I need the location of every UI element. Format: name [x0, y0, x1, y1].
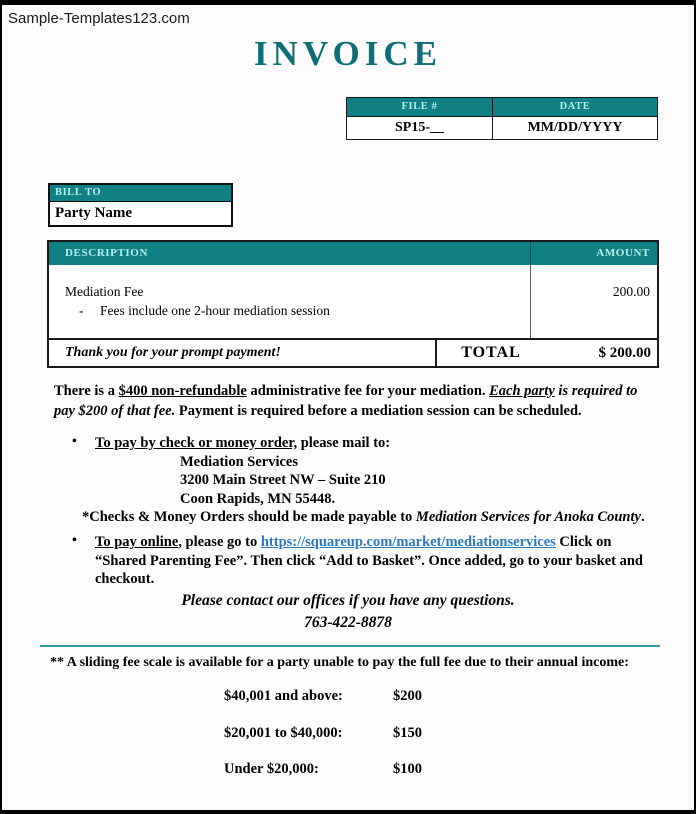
- payable-prefix: *Checks & Money Orders should be made payable to: [82, 509, 416, 525]
- sliding-scale-note: ** A sliding fee scale is available for a party unable to pay the full fee due to their annual income:: [50, 655, 629, 670]
- payable-italic: Mediation Services for Anoka County: [415, 509, 641, 525]
- line-item-description: Mediation Fee: [65, 284, 144, 299]
- fee-tier-row: [224, 761, 524, 778]
- tier-range: $40,001 and above:: [224, 688, 343, 704]
- payable-note: [82, 508, 664, 527]
- payable-suffix: .: [640, 509, 645, 525]
- file-date-header-row: [347, 98, 657, 116]
- line-item-detail: [65, 303, 530, 319]
- fee-seg2-underlined: $400 non-refundable: [118, 383, 247, 399]
- pay-online-tail: Click on “Shared Parenting Fee”. Then click “Add to Basket”. Once added, go to your basket and checkout.: [95, 534, 643, 587]
- fee-paragraph: [54, 381, 658, 421]
- file-number-header: FILE #: [347, 98, 493, 116]
- line-item-description-cell: [49, 265, 530, 338]
- file-date-table: [346, 97, 658, 140]
- fee-seg1: There is a: [54, 383, 119, 399]
- detail-dash: -: [79, 303, 84, 318]
- teal-divider: [40, 645, 660, 647]
- bullet-icon: •: [72, 533, 77, 548]
- thanks-note: Thank you for your prompt payment!: [65, 345, 281, 360]
- amount-header: AMOUNT: [530, 242, 657, 265]
- address-line: Mediation Services: [180, 453, 298, 470]
- pay-by-check-rest: please mail to:: [297, 435, 391, 451]
- address-line: Coon Rapids, MN 55448.: [180, 490, 336, 507]
- pay-by-check-lead: [95, 434, 664, 453]
- date-value: MM/DD/YYYY: [527, 120, 623, 135]
- pay-online-mid: , please go to: [178, 534, 261, 550]
- watermark-text: Sample-Templates123.com: [8, 10, 190, 27]
- line-items-header-row: [49, 242, 657, 265]
- bill-to-header: BILL TO: [50, 185, 231, 202]
- fee-tier-row: [224, 725, 524, 742]
- fee-seg3: administrative fee for your mediation.: [246, 383, 490, 399]
- bullet-icon: •: [72, 434, 77, 449]
- squareup-link[interactable]: https://squareup.com/market/mediationservices: [260, 534, 556, 550]
- tier-fee: $150: [393, 725, 422, 741]
- pay-online-content: [95, 533, 664, 589]
- line-item-amount: 200.00: [530, 265, 657, 338]
- tier-fee: $100: [393, 761, 422, 777]
- fee-seg6: Payment is required before a mediation session can be scheduled.: [175, 403, 582, 419]
- totals-row: [49, 338, 657, 366]
- bill-to-section: [48, 183, 233, 227]
- total-label: TOTAL: [435, 340, 545, 366]
- pay-online-underlined: To pay online: [95, 534, 179, 550]
- tier-range: Under $20,000:: [224, 761, 319, 777]
- line-item-row: [49, 265, 657, 338]
- description-header: DESCRIPTION: [65, 247, 149, 259]
- bill-to-value: Party Name: [55, 205, 133, 221]
- fee-seg5-italic: is required to pay $200 of that fee.: [54, 383, 638, 419]
- tier-fee: $200: [393, 688, 422, 704]
- fee-seg4-italic-underlined: Each party: [489, 383, 555, 399]
- date-header: DATE: [559, 101, 591, 112]
- contact-message: Please contact our offices if you have any questions.: [181, 592, 515, 609]
- pay-by-check-underlined: To pay by check or money order,: [95, 435, 298, 451]
- line-items-table: [47, 240, 659, 368]
- file-number-value: SP15-__: [347, 117, 493, 139]
- page-title: INVOICE: [254, 34, 442, 73]
- fee-tier-row: [224, 688, 524, 705]
- tier-range: $20,001 to $40,000:: [224, 725, 343, 741]
- file-date-value-row: [347, 116, 657, 139]
- total-value: $ 200.00: [598, 345, 651, 361]
- address-line: 3200 Main Street NW – Suite 210: [180, 472, 386, 488]
- pay-by-check-content: [82, 434, 664, 527]
- contact-phone: 763-422-8878: [304, 614, 392, 631]
- pay-online-bullet: [72, 533, 664, 589]
- detail-text: Fees include one 2-hour mediation session: [100, 303, 330, 318]
- pay-by-check-bullet: [72, 434, 664, 527]
